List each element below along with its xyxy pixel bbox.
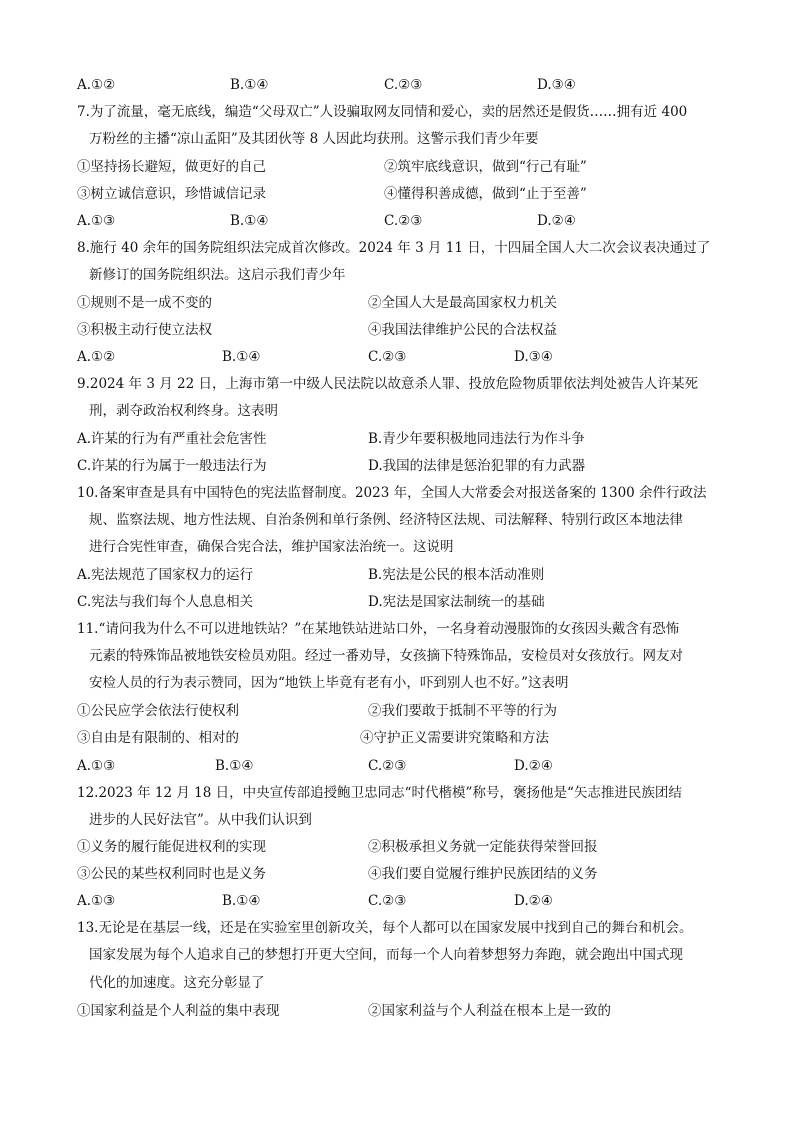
q8-answer-d: D.③④ <box>514 349 553 365</box>
q7-answer-d: D.②④ <box>537 213 576 229</box>
q8-option-2: ②全国人大是最高国家权力机关 <box>368 295 557 311</box>
q10-answer-d: D.宪法是国家法制统一的基础 <box>368 594 545 610</box>
q8-stem-line-1: 8.施行 40 余年的国务院组织法完成首次修改。2024 年 3 月 11 日，十四届全国人大二次会议表决通过了 <box>77 240 711 256</box>
q10-stem-line-1: 10.备案审查是具有中国特色的宪法监督制度。2023 年，全国人大常委会对报送备案的 1300 余件行政法 <box>77 485 707 501</box>
q6-answer-b: B.①④ <box>230 77 269 93</box>
q11-option-3: ③自由是有限制的、相对的 <box>77 730 239 746</box>
q10-stem-line-2: 规、监察法规、地方性法规、自治条例和单行条例、经济特区法规、司法解释、特别行政区本地法律 <box>89 512 683 528</box>
q9-answer-b: B.青少年要积极地同违法行为作斗争 <box>368 431 585 447</box>
q6-answer-a: A.①② <box>77 77 116 93</box>
q13-option-1: ①国家利益是个人利益的集中表现 <box>77 1003 280 1019</box>
q10-answer-c: C.宪法与我们每个人息息相关 <box>77 594 254 610</box>
q6-answer-c: C.②③ <box>384 77 423 93</box>
q12-stem-line-2: 进步的人民好法官”。从中我们认识到 <box>89 812 312 828</box>
q11-stem-line-2: 元素的特殊饰品被地铁安检员劝阻。经过一番劝导，女孩摘下特殊饰品，安检员对女孩放行。网友对 <box>89 648 683 664</box>
q13-stem-line-2: 国家发展为每个人追求自己的梦想打开更大空间，而每一个人向着梦想努力奔跑，就会跑出中国式现 <box>89 947 683 963</box>
q11-answer-d: D.②④ <box>514 758 553 774</box>
q12-option-2: ②积极承担义务就一定能获得荣誉回报 <box>368 839 598 855</box>
q11-stem-line-1: 11.“请问我为什么不可以进地铁站？”在某地铁站进站口外，一名身着动漫服饰的女孩因头戴含有恐怖 <box>77 621 680 637</box>
q9-answer-d: D.我国的法律是惩治犯罪的有力武器 <box>368 458 586 474</box>
q7-stem-line-2: 万粉丝的主播“凉山孟阳”及其团伙等 8 人因此均获刑。这警示我们青少年要 <box>89 131 539 147</box>
q11-answer-a: A.①③ <box>77 758 116 774</box>
q10-stem-line-3: 进行合宪性审查，确保合宪合法，维护国家法治统一。这说明 <box>89 539 454 555</box>
q12-answer-b: B.①④ <box>222 893 261 909</box>
q7-option-4: ④懂得积善成德，做到“止于至善” <box>384 186 587 202</box>
q12-stem-line-1: 12.2023 年 12 月 18 日，中央宣传部追授鲍卫忠同志“时代楷模”称号，褒扬他是“矢志推进民族团结 <box>77 785 682 801</box>
q13-option-2: ②国家利益与个人利益在根本上是一致的 <box>368 1003 611 1019</box>
q13-stem-line-1: 13.无论是在基层一线，还是在实验室里创新攻关，每个人都可以在国家发展中找到自己的舞台和机会。 <box>77 920 693 936</box>
q7-option-1: ①坚持扬长避短，做更好的自己 <box>77 159 266 175</box>
q11-answer-b: B.①④ <box>215 758 254 774</box>
q13-stem-line-3: 代化的加速度。这充分彰显了 <box>89 975 265 991</box>
q12-answer-c: C.②③ <box>368 893 407 909</box>
q8-option-4: ④我国法律维护公民的合法权益 <box>368 322 557 338</box>
q9-stem-line-1: 9.2024 年 3 月 22 日，上海市第一中级人民法院以故意杀人罪、投放危险物质罪依法判处被告人许某死 <box>77 376 698 392</box>
q11-option-1: ①公民应学会依法行使权利 <box>77 703 239 719</box>
q9-stem-line-2: 刑，剥夺政治权利终身。这表明 <box>89 403 278 419</box>
q6-answer-d: D.③④ <box>537 77 576 93</box>
q7-answer-b: B.①④ <box>230 213 269 229</box>
q9-answer-a: A.许某的行为有严重社会危害性 <box>77 431 267 447</box>
q8-stem-line-2: 新修订的国务院组织法。这启示我们青少年 <box>89 267 346 283</box>
q7-option-3: ③树立诚信意识，珍惜诚信记录 <box>77 186 266 202</box>
q12-option-3: ③公民的某些权利同时也是义务 <box>77 866 266 882</box>
q9-answer-c: C.许某的行为属于一般违法行为 <box>77 458 267 474</box>
q8-option-3: ③积极主动行使立法权 <box>77 322 212 338</box>
q8-answer-a: A.①② <box>77 349 116 365</box>
q11-option-4: ④守护正义需要讲究策略和方法 <box>360 730 549 746</box>
q8-answer-b: B.①④ <box>222 349 261 365</box>
q7-answer-c: C.②③ <box>384 213 423 229</box>
q11-stem-line-3: 安检人员的行为表示赞同，因为“地铁上毕竟有老有小，吓到别人也不好。”这表明 <box>89 675 569 691</box>
q8-answer-c: C.②③ <box>368 349 407 365</box>
q7-stem-line-1: 7.为了流量，毫无底线，编造“父母双亡”人设骗取网友同情和爱心，卖的居然还是假货……拥有近 400 <box>77 104 688 120</box>
q7-option-2: ②筑牢底线意识，做到“行己有耻” <box>384 159 587 175</box>
q12-option-4: ④我们要自觉履行维护民族团结的义务 <box>368 866 598 882</box>
q10-answer-b: B.宪法是公民的根本活动准则 <box>368 567 545 583</box>
q11-answer-c: C.②③ <box>368 758 407 774</box>
q12-answer-a: A.①③ <box>77 893 116 909</box>
q8-option-1: ①规则不是一成不变的 <box>77 295 212 311</box>
q12-answer-d: D.②④ <box>514 893 553 909</box>
q12-option-1: ①义务的履行能促进权利的实现 <box>77 839 266 855</box>
q10-answer-a: A.宪法规范了国家权力的运行 <box>77 567 254 583</box>
q7-answer-a: A.①③ <box>77 213 116 229</box>
q11-option-2: ②我们要敢于抵制不平等的行为 <box>368 703 557 719</box>
